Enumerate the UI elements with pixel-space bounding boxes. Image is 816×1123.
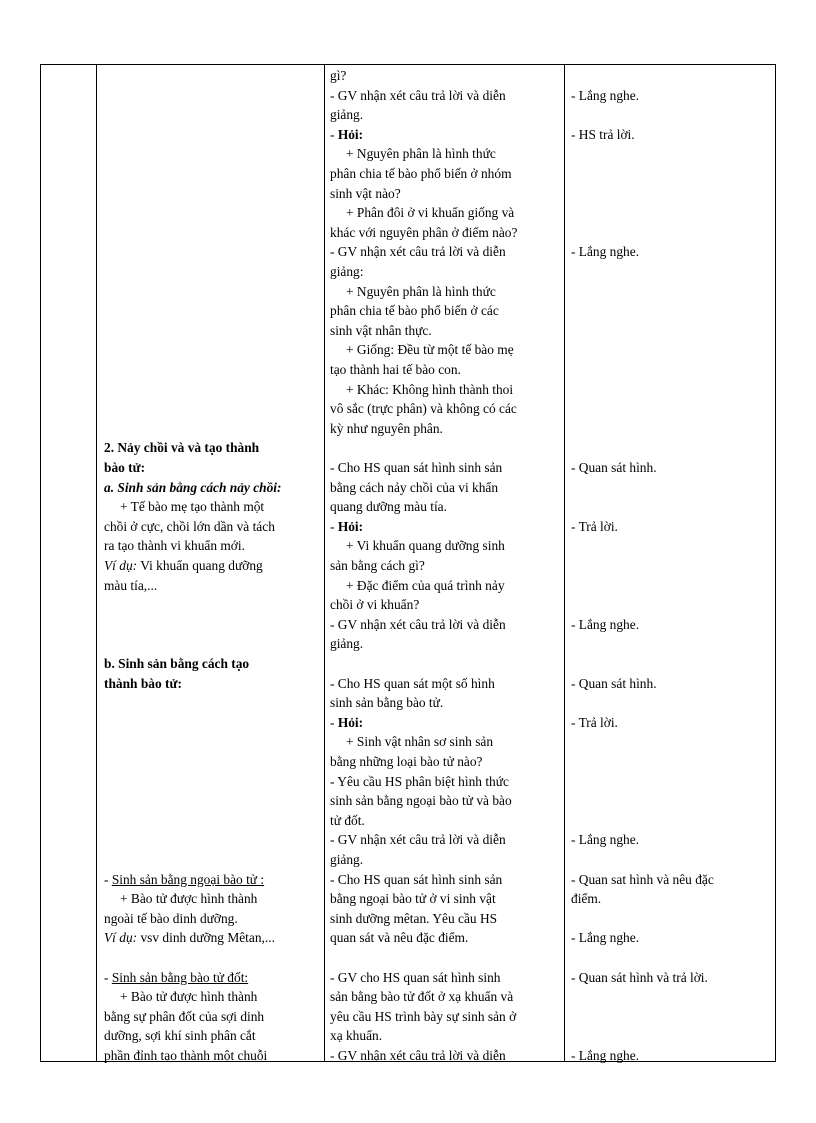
text-segment: Ví dụ: [104, 930, 138, 946]
text-segment: ra tạo thành vi khuẩn mới. [104, 538, 245, 554]
text-segment: - Lắng nghe. [571, 832, 640, 848]
text-segment: tử đốt. [330, 812, 365, 828]
text-segment: - Lắng nghe. [571, 1048, 640, 1063]
text-line [330, 360, 461, 380]
text-segment: - GV nhận xét câu trả lời và diễn [330, 832, 506, 848]
text-segment: - Cho HS quan sát hình sinh sản [330, 871, 503, 887]
text-line [330, 105, 363, 125]
text-line [571, 870, 714, 890]
text-line [330, 830, 506, 850]
text-line [104, 1046, 267, 1066]
text-segment: - Trả lời. [571, 518, 618, 534]
text-line [104, 478, 281, 498]
text-segment: bào tử: [104, 460, 146, 475]
text-segment: giảng. [330, 636, 364, 652]
text-line [330, 223, 517, 243]
text-line [571, 615, 639, 635]
text-segment: phân chia tế bào phổ biến ở nhóm [330, 166, 512, 181]
text-segment: - [104, 969, 112, 985]
text-line [330, 399, 517, 419]
text-segment: + Tế bào mẹ tạo thành một [120, 499, 265, 515]
text-line [330, 928, 468, 948]
text-segment: - Lắng nghe. [571, 244, 640, 260]
text-line [330, 732, 493, 752]
text-segment: chồi ở vi khuẩn? [330, 597, 420, 613]
text-line [104, 517, 275, 537]
text-segment: Hỏi: [337, 518, 364, 534]
text-line [104, 928, 275, 948]
text-segment: sinh vật nhân thực. [330, 322, 432, 338]
text-segment: vô sắc (trực phân) và không có các [330, 401, 517, 417]
text-line [571, 830, 639, 850]
text-line [330, 301, 499, 321]
text-segment: màu tía,... [104, 577, 158, 593]
text-line [330, 634, 363, 654]
text-line [104, 968, 248, 988]
text-segment: - Cho HS quan sát một số hình [330, 675, 495, 691]
text-line [104, 438, 259, 458]
text-line [330, 909, 497, 929]
text-segment: - GV nhận xét câu trả lời và diễn [330, 87, 506, 103]
text-line [104, 987, 257, 1007]
text-line [330, 674, 495, 694]
text-line [104, 497, 264, 517]
text-segment: 2. Nảy chồi và và tạo thành [104, 440, 260, 456]
text-segment: + Giống: Đều từ một tế bào mẹ [346, 342, 514, 358]
text-line [330, 262, 363, 282]
text-line [330, 1007, 516, 1027]
text-line [571, 125, 635, 145]
text-line [330, 752, 482, 772]
text-line [330, 536, 505, 556]
text-line [104, 458, 145, 478]
text-segment: - Cho HS quan sát hình sinh sản [330, 460, 503, 475]
text-segment: - Yêu cầu HS phân biệt hình thức [330, 773, 509, 789]
text-line [330, 458, 502, 478]
text-segment: - [330, 126, 338, 142]
text-segment: phần đỉnh tạo thành một chuỗi [104, 1048, 268, 1063]
text-segment: sản bằng bào tử đốt ở xạ khuẩn và [330, 989, 514, 1005]
text-segment: quan sát và nêu đặc điểm. [330, 930, 469, 946]
text-segment: xạ khuẩn. [330, 1028, 383, 1044]
text-line [330, 595, 419, 615]
text-segment: giảng. [330, 852, 364, 867]
text-line [330, 478, 498, 498]
text-line [330, 576, 505, 596]
text-segment: - Trả lời. [571, 714, 618, 730]
text-line [330, 144, 496, 164]
text-line [330, 242, 506, 262]
text-segment: - HS trả lời. [571, 126, 635, 142]
text-segment: - Lắng nghe. [571, 87, 640, 103]
text-line [104, 889, 257, 909]
text-line [104, 536, 245, 556]
text-line [330, 517, 363, 537]
text-segment: + Đặc điểm của quá trình nảy [346, 577, 505, 593]
text-segment: - Quan sát hình. [571, 675, 657, 691]
text-line [330, 66, 346, 86]
text-segment: sinh sản bằng bào tử. [330, 695, 444, 711]
text-line [330, 987, 513, 1007]
text-segment: + Bào tử được hình thành [120, 989, 258, 1005]
text-line [571, 458, 657, 478]
text-line [104, 654, 249, 674]
text-line [571, 928, 639, 948]
text-segment: sinh vật nào? [330, 185, 401, 201]
text-line [571, 517, 618, 537]
text-segment: ngoài tế bào dinh dưỡng. [104, 910, 238, 926]
text-segment: kỳ như nguyên phân. [330, 420, 443, 436]
text-segment: + Sinh vật nhân sơ sinh sản [346, 734, 494, 750]
text-segment: - Quan sat hình và nêu đặc [571, 871, 714, 887]
text-line [330, 86, 506, 106]
text-line [104, 1026, 256, 1046]
text-line [104, 674, 182, 694]
text-segment: Sinh sản bằng ngoại bào tử : [111, 871, 265, 887]
text-segment: bằng những loại bào tử nào? [330, 754, 483, 769]
text-line [571, 674, 657, 694]
text-line [330, 850, 363, 870]
text-segment: bằng sự phân đốt của sợi dinh [104, 1008, 265, 1024]
text-segment: giảng: [330, 264, 364, 279]
text-segment: vsv dinh dưỡng Mêtan,... [137, 930, 275, 946]
text-segment: Hỏi: [337, 126, 364, 142]
text-segment: + Nguyên phân là hình thức [346, 146, 496, 162]
text-segment: + Phân đôi ở vi khuẩn giống và [346, 205, 515, 221]
text-segment: - GV cho HS quan sát hình sinh [330, 969, 501, 985]
text-line [330, 889, 496, 909]
text-line [330, 321, 432, 341]
column-divider [96, 64, 97, 1062]
text-segment: gì? [330, 68, 347, 83]
text-line [104, 909, 238, 929]
text-segment: Hỏi: [337, 714, 364, 730]
text-line [330, 693, 443, 713]
text-segment: - [330, 518, 338, 534]
text-line [330, 1026, 382, 1046]
text-segment: dưỡng, sợi khí sinh phân cắt [104, 1028, 256, 1044]
text-line [330, 203, 514, 223]
text-segment: bằng cách nảy chồi của vi khẩn [330, 479, 499, 495]
text-segment: bằng ngoại bào tử ở vi sinh vật [330, 891, 496, 907]
text-segment: giảng. [330, 107, 364, 123]
text-segment: chồi ở cực, chồi lớn dần và tách [104, 518, 275, 534]
text-segment: thành bào tử: [104, 675, 182, 691]
text-line [330, 125, 363, 145]
text-line [330, 497, 447, 517]
text-segment: b. Sinh sản bằng cách tạo [104, 656, 250, 671]
text-line [571, 713, 618, 733]
text-segment: Sinh sản bằng bào tử đốt: [111, 969, 249, 985]
text-line [571, 86, 639, 106]
text-segment: yêu cầu HS trình bày sự sinh sản ở [330, 1008, 517, 1024]
text-line [330, 556, 425, 576]
text-segment: - GV nhận xét câu trả lời và diễn [330, 244, 506, 260]
text-segment: - [330, 714, 338, 730]
text-line [330, 419, 443, 439]
column-divider [564, 64, 565, 1062]
text-line [571, 968, 708, 988]
text-line [330, 772, 509, 792]
text-segment: điểm. [571, 891, 602, 907]
text-line [330, 713, 363, 733]
text-line [330, 1046, 506, 1066]
text-segment: + Vi khuẩn quang dưỡng sinh [346, 538, 505, 554]
text-line [330, 615, 506, 635]
text-segment: + Khác: Không hình thành thoi [346, 381, 514, 397]
text-segment: Ví dụ: [104, 558, 138, 573]
text-line [330, 968, 500, 988]
text-line [330, 184, 401, 204]
text-line [330, 340, 514, 360]
text-segment: sản bằng cách gì? [330, 558, 425, 573]
text-line [104, 576, 157, 596]
text-line [571, 1046, 639, 1066]
text-line [330, 791, 512, 811]
text-segment: - GV nhận xét câu trả lời và diễn [330, 1048, 506, 1063]
column-divider [324, 64, 325, 1062]
text-segment: + Nguyên phân là hình thức [346, 283, 496, 299]
text-segment: a. Sinh sản bằng cách nảy chồi: [104, 479, 282, 495]
text-line [571, 889, 601, 909]
text-segment: sinh dưỡng mêtan. Yêu cầu HS [330, 910, 498, 926]
text-segment: - Quan sát hình. [571, 460, 657, 475]
text-segment: Vi khuẩn quang dưỡng [137, 558, 263, 573]
text-line [104, 1007, 264, 1027]
text-segment: quang dưỡng màu tía. [330, 499, 447, 515]
text-segment: - Lắng nghe. [571, 930, 640, 946]
text-line [330, 380, 513, 400]
text-segment: khác với nguyên phân ở điểm nào? [330, 224, 518, 240]
text-segment: - Lắng nghe. [571, 616, 640, 632]
text-line [330, 870, 502, 890]
text-line [571, 242, 639, 262]
text-segment: - GV nhận xét câu trả lời và diễn [330, 616, 506, 632]
text-line [330, 811, 365, 831]
text-segment: - [104, 871, 112, 887]
text-line [330, 282, 496, 302]
text-segment: - Quan sát hình và trả lời. [571, 969, 708, 985]
text-line [104, 556, 263, 576]
text-line [330, 164, 512, 184]
text-segment: phân chia tế bào phổ biến ở các [330, 303, 499, 319]
text-segment: + Bào tử được hình thành [120, 891, 258, 907]
text-segment: sinh sản bằng ngoại bào tử và bào [330, 793, 512, 809]
text-segment: tạo thành hai tế bào con. [330, 362, 461, 377]
text-line [104, 870, 264, 890]
